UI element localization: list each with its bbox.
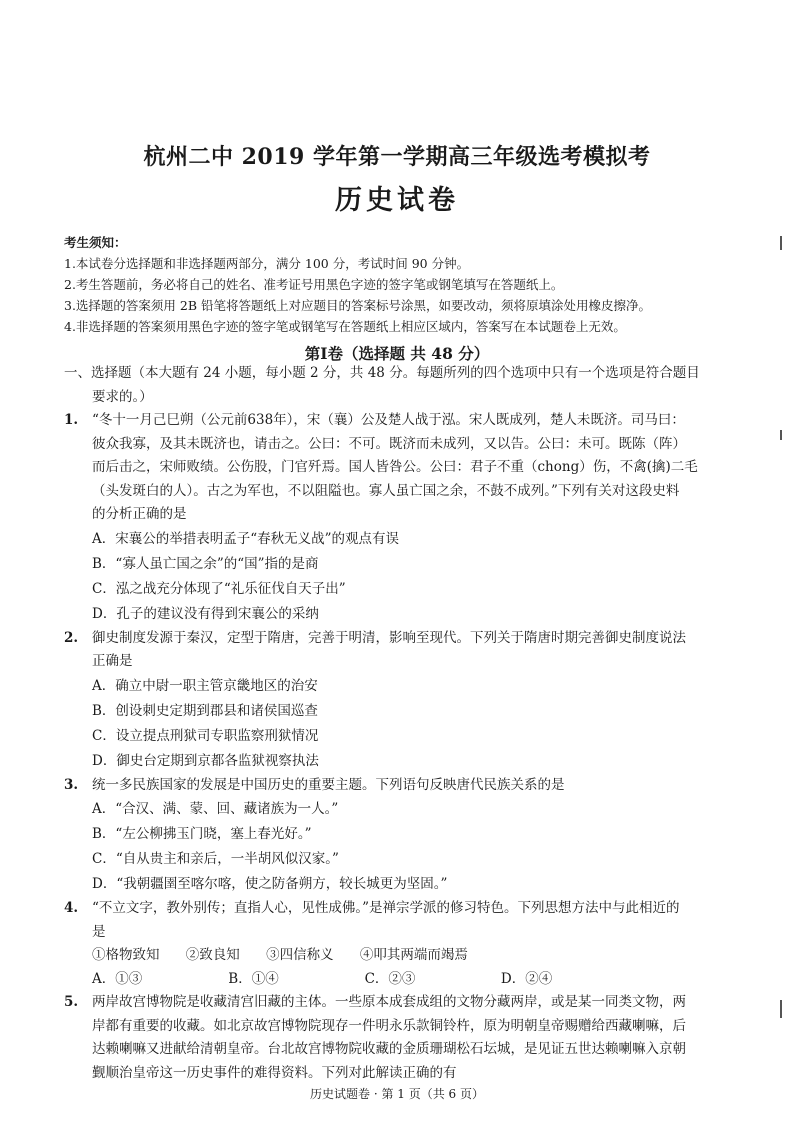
option-b: B．“寡人虽亡国之余”的“国”指的是商 (92, 555, 319, 572)
option-c: C．设立提点刑狱司专职监察刑狱情况 (92, 727, 319, 744)
exam-title: 杭州二中 2019 学年第一学期高三年级选考模拟考 (143, 144, 651, 170)
notice-item: 1.本试卷分选择题和非选择题两部分，满分 100 分，考试时间 90 分钟。 (64, 256, 470, 271)
option-a: A．宋襄公的举措表明孟子“春秋无义战”的观点有误 (92, 530, 400, 547)
notice-item: 4.非选择题的答案须用黑色字迹的签字笔或钢笔写在答题纸上相应区域内，答案写在本试题卷上无效。 (64, 319, 626, 334)
option-d: D．孔子的建议没有得到宋襄公的采纳 (92, 605, 319, 622)
stem-line: 是 (92, 923, 106, 940)
question-stem (92, 409, 744, 527)
stem-line: 统一多民族国家的发展是中国历史的重要主题。下列语句反映唐代民族关系的是 (92, 776, 565, 793)
part-instructions-line: 要求的。） (92, 388, 153, 405)
section-title: 第Ⅰ卷（选择题 共 48 分） (304, 344, 490, 363)
notice-heading: 考生须知： (64, 235, 127, 250)
stem-line: 岸都有重要的收藏。如北京故宫博物院现存一件明永乐款铜铃杵，原为明朝皇帝赐赠给西藏喇嘛，后 (92, 1017, 686, 1034)
options (92, 674, 744, 774)
stem-line: 的分析正确的是 (92, 506, 187, 522)
scan-edge-mark (780, 430, 782, 440)
stem-line: （头发斑白的人）。古之为军也，不以阻隘也。寡人虽亡国之余，不鼓不成列。”下列有关对这段史料 (92, 482, 680, 499)
option-c: C．泓之战充分体现了“礼乐征伐自天子出” (92, 580, 346, 597)
statement-item: ③四信称义 (266, 947, 334, 963)
notice-item: 2.考生答题前，务必将自己的姓名、准考证号用黑色字迹的签字笔或钢笔填写在答题纸上。 (64, 277, 564, 292)
question-content (64, 362, 744, 1085)
option-a: A．确立中尉一职主管京畿地区的治安 (92, 677, 318, 694)
question-stem (92, 897, 744, 944)
choice-c: C．②③ (364, 970, 416, 987)
statement-item: ②致良知 (185, 947, 240, 963)
choice-d: D．②④ (500, 970, 553, 987)
option-b: B．创设刺史定期到郡县和诸侯国巡查 (92, 702, 318, 719)
candidate-notice (64, 232, 754, 337)
options (92, 527, 744, 627)
choice-b: B．①④ (228, 970, 279, 987)
question-number: 4. (64, 900, 79, 916)
stem-line: 彼众我寡，及其未既济也，请击之。公曰：不可。既济而未成列，又以告。公曰：未可。既陈（阵） (92, 435, 686, 452)
question-3 (64, 774, 744, 898)
question-number: 3. (64, 776, 79, 793)
part-instructions (64, 362, 744, 409)
statement-item: ①格物致知 (92, 947, 160, 963)
answer-choices (92, 968, 744, 992)
stem-line: “冬十一月己巳朔（公元前638年），宋（襄）公及楚人战于泓。宋人既成列，楚人未既济。司马曰： (92, 412, 685, 428)
question-stem (92, 774, 744, 798)
stem-line: 而后击之，宋师败绩。公伤股，门官歼焉。国人皆咎公。公曰：君子不重（chong）伤，不禽(擒)二毛 (92, 459, 698, 475)
option-b: B．“左公柳拂玉门晓，塞上春光好。” (92, 826, 312, 842)
question-1 (64, 409, 744, 627)
stem-line: 御史制度发源于秦汉，定型于隋唐，完善于明清，影响至现代。下列关于隋唐时期完善御史制度说法 (92, 629, 686, 646)
question-stem (92, 991, 744, 1085)
question-stem (92, 627, 744, 674)
stem-line: 觐顺治皇帝这一历史事件的难得资料。下列对此解读正确的有 (92, 1064, 457, 1081)
stem-line: 两岸故宫博物院是收藏清宫旧藏的主体。一些原本成套成组的文物分藏两岸，或是某一同类文物，两 (92, 994, 686, 1010)
option-d: D．御史台定期到京都各监狱视察执法 (92, 752, 319, 769)
question-number: 5. (64, 994, 79, 1010)
option-c: C．“自从贵主和亲后，一半胡风似汉家。” (92, 851, 339, 867)
question-number: 2. (64, 629, 79, 646)
question-2 (64, 627, 744, 774)
question-number: 1. (64, 412, 79, 428)
stem-line: 达赖喇嘛又进献给清朝皇帝。台北故宫博物院收藏的金质珊瑚松石坛城，是见证五世达赖喇嘛入京朝 (92, 1041, 686, 1057)
statement-item: ④叩其两端而竭焉 (359, 947, 468, 963)
scan-edge-mark (780, 1000, 782, 1018)
options (92, 797, 744, 897)
question-5 (64, 991, 744, 1085)
statement-items (92, 944, 744, 968)
option-a: A．“合汉、满、蒙、回、藏诸族为一人。” (92, 801, 339, 817)
stem-line: 正确是 (92, 653, 133, 669)
option-d: D．“我朝疆圉至喀尔喀，使之防备朔方，较长城更为坚固。” (92, 876, 448, 892)
part-instructions-line: 一、选择题（本大题有 24 小题，每小题 2 分，共 48 分。每题所列的四个选项中只有一个选项是符合题目 (64, 365, 700, 381)
page-footer: 历史试题卷 · 第 1 页（共 6 页） (310, 1087, 484, 1101)
choice-a: A．①③ (92, 970, 143, 987)
question-4 (64, 897, 744, 991)
notice-item: 3.选择题的答案须用 2B 铅笔将答题纸上对应题目的答案标号涂黑，如要改动，须将原填涂处用橡皮擦净。 (64, 298, 652, 313)
stem-line: “不立文字，教外别传；直指人心，见性成佛。”是禅宗学派的修习特色。下列思想方法中与此相近的 (92, 900, 680, 916)
scan-edge-mark (780, 236, 782, 250)
exam-subject-title: 历史试卷 (335, 185, 459, 216)
